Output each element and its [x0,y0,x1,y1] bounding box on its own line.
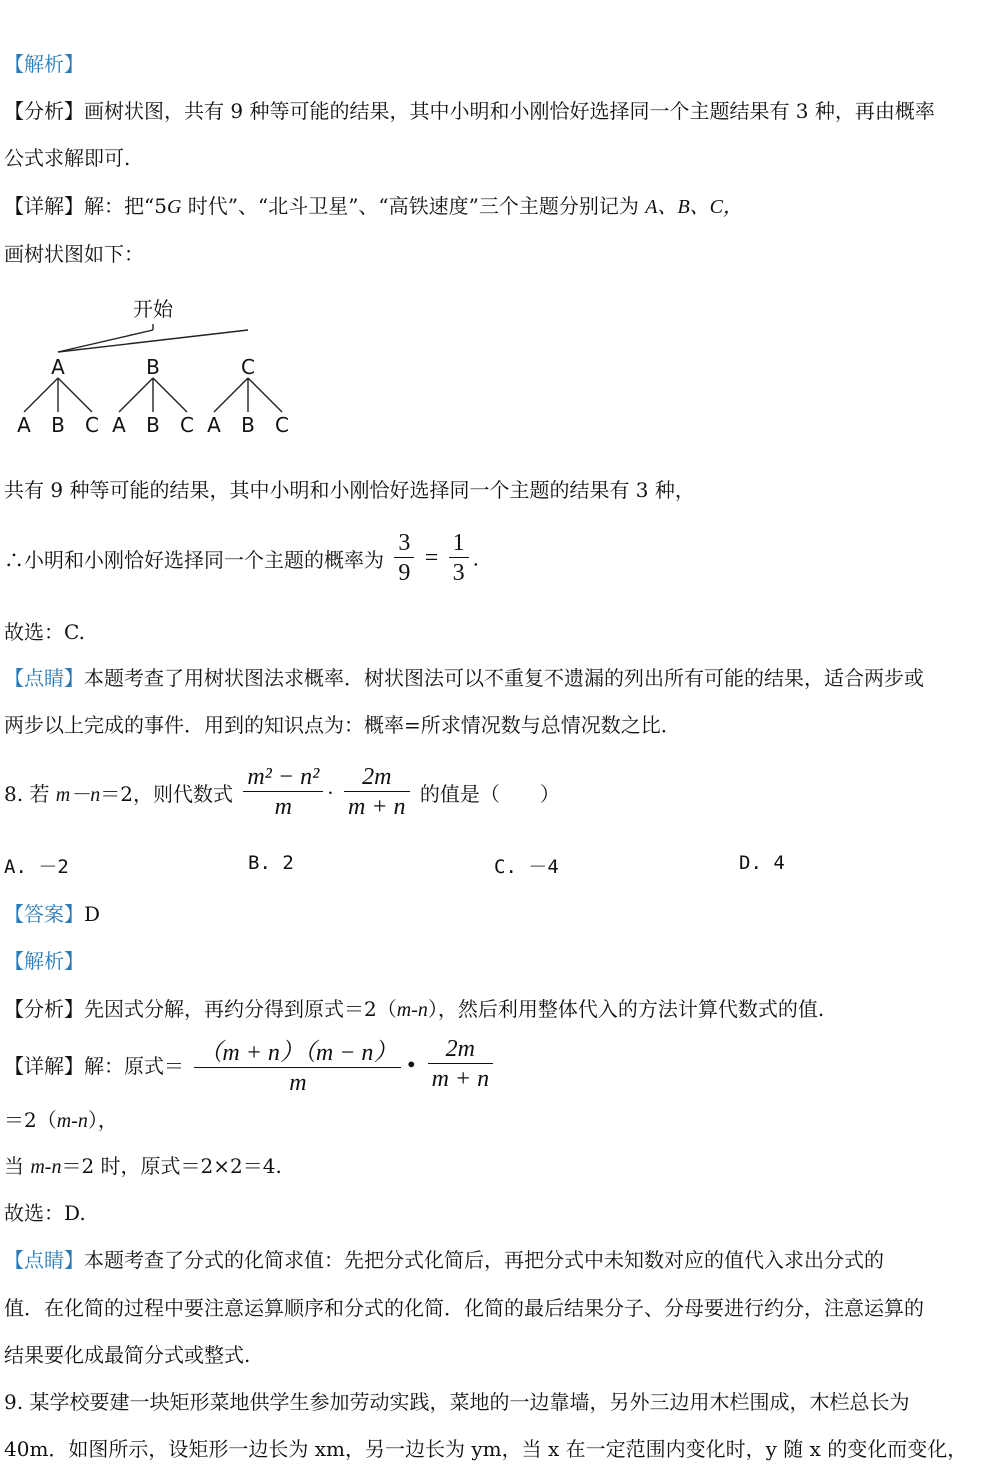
analysis-2: 【分析】先因式分解，再约分得到原式＝2（m-n），然后利用整体代入的方法计算代数式的值. [4,997,825,1021]
tree-leaf: C [275,413,289,437]
option-c[interactable]: C. －4 [494,856,559,878]
analysis-heading: 【解析】 [4,52,84,76]
option-b[interactable]: B. 2 [248,852,294,874]
fraction-1-3: $\frac{1}{3}$ [449,530,469,587]
option-a[interactable]: A. －2 [4,856,69,878]
answer-line: 【答案】D [4,902,101,926]
option-d[interactable]: D. 4 [739,852,785,874]
tree-leaf: A [17,413,31,437]
tree-leaf: A [112,413,126,437]
detail-2: 【详解】解：原式＝ $\frac{(m + n)(m - n)}{m}$ • $\frac{2m}{m + n}$ [4,1032,497,1097]
tree-leaf: C [180,413,194,437]
choice-line: 故选：C. [4,620,85,644]
tree-leaf: B [51,413,65,437]
comment-2-line-3: 结果要化成最简分式或整式. [4,1343,251,1367]
result-step-1: ＝2（m-n）， [4,1108,118,1132]
tree-leaf: B [146,413,160,437]
analysis-heading-2: 【解析】 [4,949,84,973]
tree-node-a: A [51,355,65,379]
tree-leaf: A [207,413,221,437]
analysis-line-2: 公式求解即可. [4,146,131,170]
comment-line-2: 两步以上完成的事件．用到的知识点为：概率=所求情况数与总情况数之比． [4,713,681,737]
question-9-line-2: 40m．如图所示，设矩形一边长为 xm，另一边长为 ym，当 x 在一定范围内变化时，y 随 x 的变化而变化， [4,1437,968,1461]
comment-2-line-2: 值．在化简的过程中要注意运算顺序和分式的化简．化简的最后结果分子、分母要进行约分，注意运算的 [4,1296,924,1320]
probability-line: ∴小明和小刚恰好选择同一个主题的概率为 $\frac{3}{9}$ = $\frac{1}{3}$ . [4,530,479,586]
result-line: 共有 9 种等可能的结果，其中小明和小刚恰好选择同一个主题的结果有 3 种， [4,478,695,502]
analysis-line-1: 【分析】画树状图，共有 9 种等可能的结果，其中小明和小刚恰好选择同一个主题结果有 3 种，再由概率 [4,99,935,123]
tree-root: 开始 [133,297,173,321]
fraction-m2-n2-over-m: $\frac{\text{m² − n²}}{m}$ [243,764,323,821]
question-9-line-1: 9. 某学校要建一块矩形菜地供学生参加劳动实践，菜地的一边靠墙，另外三边用木栏围成，木栏总长为 [4,1390,910,1414]
tree-node-c: C [241,355,255,379]
fraction-2m-over-mn-2: $\frac{2m}{m + n}$ [428,1036,494,1093]
question-8: 8. 若 m－n＝2，则代数式 $\frac{\text{m² − n²}}{m}$ · $\frac{2m}{m + n}$ 的值是（ ） [4,764,560,820]
tree-intro: 画树状图如下： [4,242,144,266]
fraction-3-9: $\frac{3}{9}$ [394,530,414,587]
tree-diagram [10,290,310,450]
choice-line-2: 故选：D. [4,1201,86,1225]
result-step-2: 当 m-n＝2 时，原式＝2×2＝4. [4,1154,282,1178]
tree-node-b: B [146,355,160,379]
comment-2-line-1: 【点睛】本题考查了分式的化简求值：先把分式化简后，再把分式中未知数对应的值代入求出分式的 [4,1248,884,1272]
detail-line-1: 【详解】解：把“5G 时代”、“北斗卫星”、“高铁速度”三个主题分别记为 A、B、C， [4,194,744,218]
tree-leaf: C [85,413,99,437]
fraction-factored: $\frac{(m + n)(m - n)}{m}$ [194,1032,401,1097]
tree-leaf: B [241,413,255,437]
fraction-2m-over-mn: $\frac{2m}{m + n}$ [344,764,410,821]
comment-line-1: 【点睛】本题考查了用树状图法求概率．树状图法可以不重复不遗漏的列出所有可能的结果，适合两步或 [4,666,924,690]
